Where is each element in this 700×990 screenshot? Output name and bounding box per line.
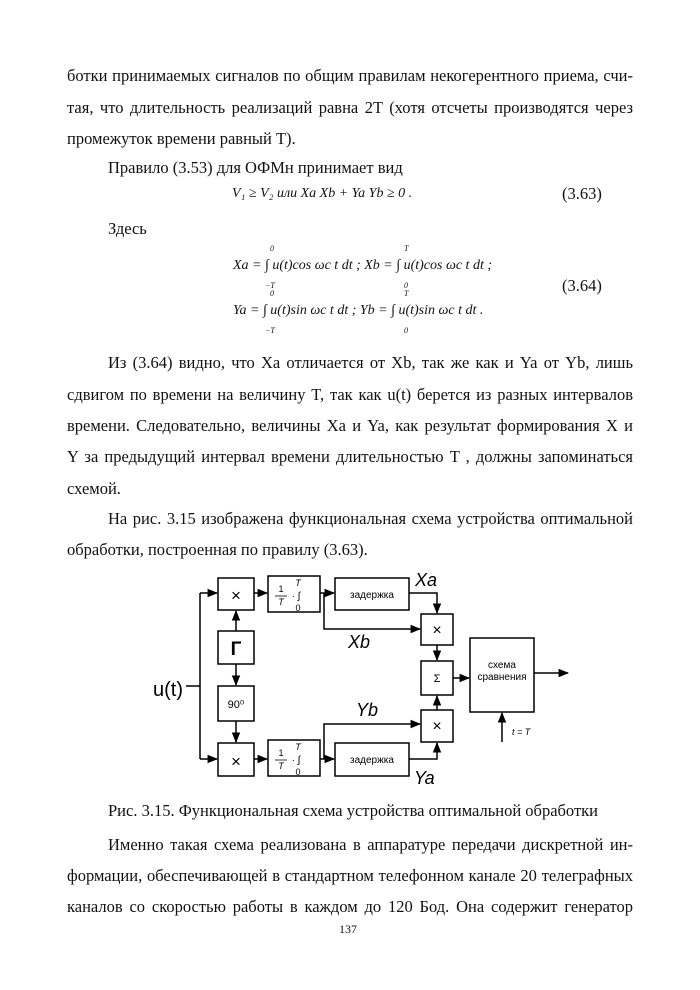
text-line: ботки принимаемых сигналов по общим правилам некогерентного приема, счи- bbox=[67, 66, 633, 85]
signal-xb: Xb bbox=[348, 632, 371, 652]
integrator-lower: 0 bbox=[295, 603, 301, 613]
functional-diagram bbox=[148, 566, 578, 790]
multiply-symbol: × bbox=[432, 718, 442, 735]
equation-3-63: V₁ ≥ V₂ или Xa Xb + Ya Yb ≥ 0 . bbox=[232, 186, 413, 201]
equation-3-64-row1: Xa = ∫ u(t)cos ωc t dt ; Xb = ∫ u(t)cos ωc t dt ; bbox=[233, 258, 492, 273]
integrator-frac-den: T bbox=[278, 597, 284, 607]
signal-ya: Ya bbox=[414, 768, 435, 788]
delay-label-bottom: задержка bbox=[350, 755, 394, 766]
integrator-frac-num: 1 bbox=[278, 584, 284, 594]
multiply-symbol: × bbox=[432, 622, 442, 639]
text-line: промежуток времени равный T). bbox=[67, 129, 296, 148]
delay-label-top: задержка bbox=[350, 590, 394, 601]
text-line: Правило (3.53) для ОФМн принимает вид bbox=[108, 158, 403, 177]
text-line: сдвигом по времени на величину T, так как u(t) берется из разных интервалов bbox=[67, 385, 633, 404]
text-line: Из (3.64) видно, что Xa отличается от Xb, так же как и Ya от Yb, лишь bbox=[108, 353, 633, 372]
equation-number: (3.64) bbox=[562, 276, 602, 295]
multiply-symbol: × bbox=[231, 752, 241, 771]
integrator-frac-num: 1 bbox=[278, 748, 284, 758]
text-line: Здесь bbox=[108, 219, 147, 238]
integrator-lower: 0 bbox=[295, 767, 301, 777]
input-label: u(t) bbox=[153, 679, 183, 701]
limit: 0 bbox=[404, 326, 408, 335]
phase-label: 90⁰ bbox=[227, 699, 245, 711]
generator-label: Г bbox=[230, 639, 242, 660]
text-line: каналов со скоростью работы в каждом до 120 Бод. Она содержит генератор bbox=[67, 897, 633, 916]
text-line: схемой. bbox=[67, 479, 121, 498]
integrator-upper: T bbox=[295, 578, 301, 588]
sample-time-label: t = T bbox=[512, 727, 531, 737]
limit: −T bbox=[265, 326, 275, 335]
integrator-upper: T bbox=[295, 742, 301, 752]
text-line: формации, обеспечивающей в стандартном телефонном канале 20 телеграфных bbox=[67, 866, 633, 885]
page-number: 137 bbox=[339, 922, 357, 936]
sum-symbol: Σ bbox=[433, 673, 441, 685]
integral-sign: · ∫ bbox=[291, 755, 301, 766]
text-line: На рис. 3.15 изображена функциональная схема устройства оптимальной bbox=[108, 509, 633, 528]
limit: T bbox=[404, 244, 409, 253]
equation-3-64-row2: Ya = ∫ u(t)sin ωc t dt ; Yb = ∫ u(t)sin ωc t dt . bbox=[233, 303, 484, 318]
comparator-label-2: сравнения bbox=[477, 672, 527, 683]
limit: T bbox=[404, 289, 409, 298]
integrator-frac-den: T bbox=[278, 761, 284, 771]
signal-xa: Xa bbox=[415, 570, 438, 590]
text-line: тая, что длительность реализаций равна 2T (хотя отсчеты производятся через bbox=[67, 98, 633, 117]
figure-caption: Рис. 3.15. Функциональная схема устройства оптимальной обработки bbox=[108, 801, 599, 820]
text-line: Именно такая схема реализована в аппаратуре передачи дискретной ин- bbox=[108, 835, 633, 854]
limit: −T bbox=[265, 281, 275, 290]
limit: 0 bbox=[270, 244, 274, 253]
text-line: Y за предыдущий интервал времени длительностью T , должны запоминаться bbox=[67, 447, 633, 466]
limit: 0 bbox=[270, 289, 274, 298]
signal-yb: Yb bbox=[356, 700, 379, 720]
comparator-label-1: схема bbox=[488, 660, 516, 671]
text-line: обработки, построенная по правилу (3.63). bbox=[67, 540, 368, 559]
integral-sign: · ∫ bbox=[291, 591, 301, 602]
limit: 0 bbox=[404, 281, 408, 290]
equation-number: (3.63) bbox=[562, 184, 602, 203]
multiply-symbol: × bbox=[231, 586, 241, 605]
text-line: времени. Следовательно, величины Xa и Ya, как результат формирования X и bbox=[67, 416, 633, 435]
